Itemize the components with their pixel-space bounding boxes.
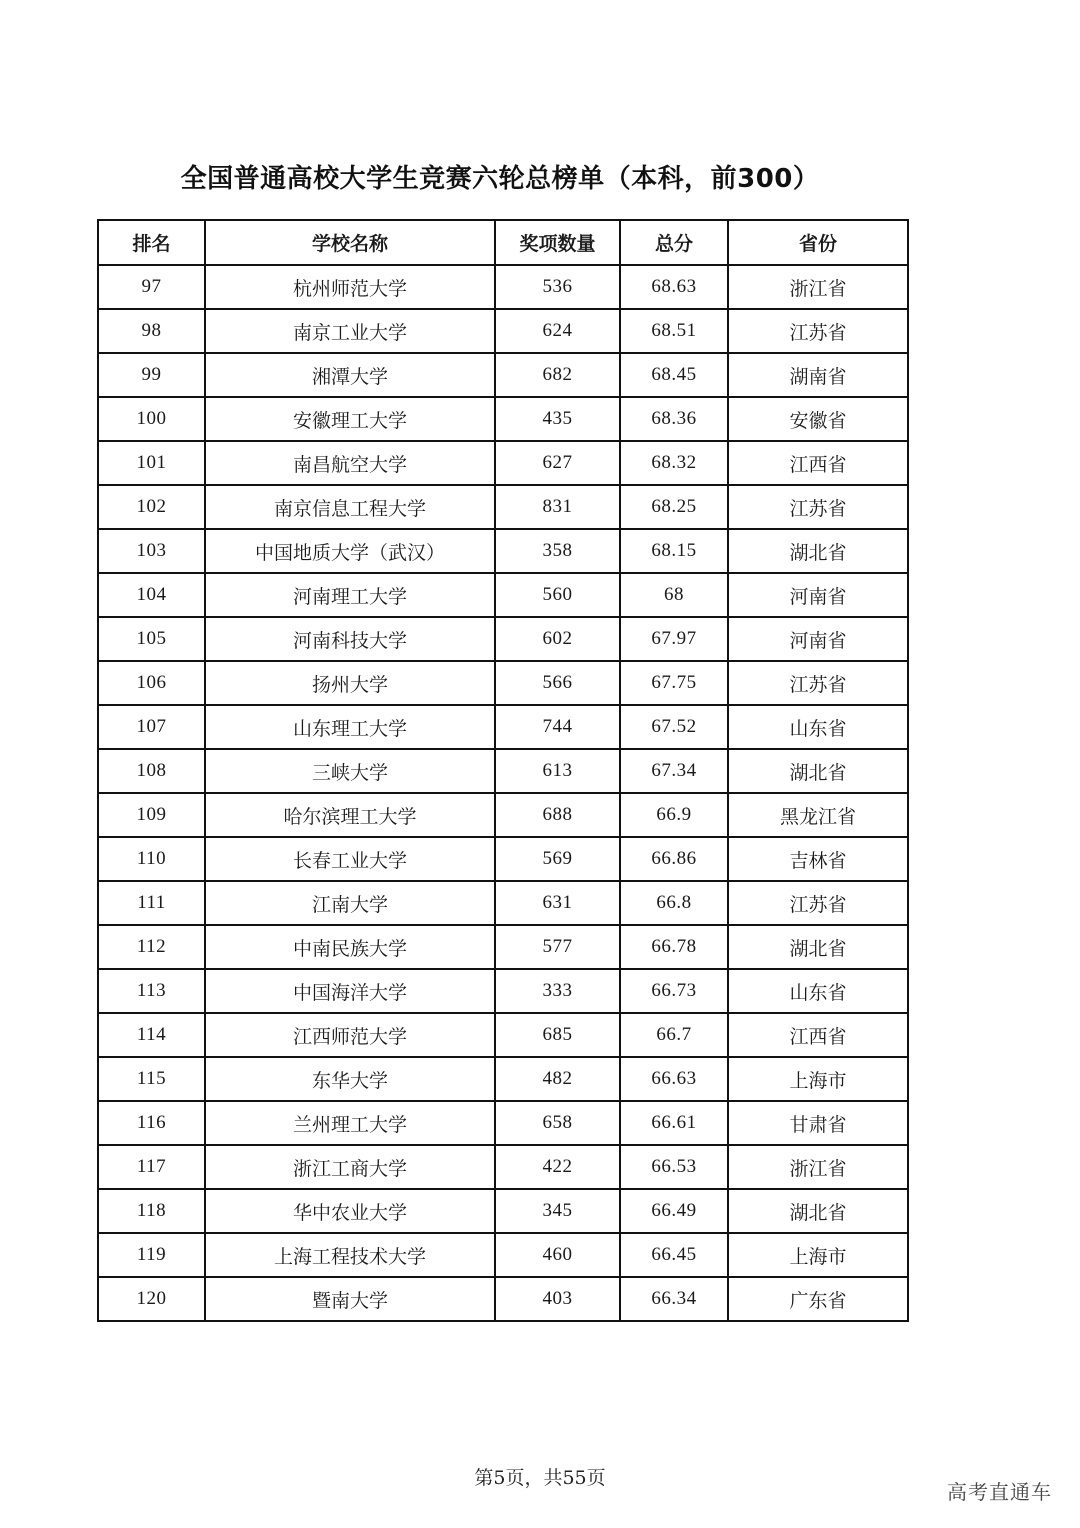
cell-school-name: 浙江工商大学 — [205, 1145, 495, 1189]
cell-award-count: 358 — [495, 529, 620, 573]
watermark: 高考直通车 — [947, 1480, 1052, 1504]
cell-school-name: 河南理工大学 — [205, 573, 495, 617]
cell-rank: 116 — [98, 1101, 205, 1145]
cell-province: 浙江省 — [728, 265, 908, 309]
cell-total-score: 68.15 — [620, 529, 728, 573]
table-row — [98, 1189, 908, 1233]
cell-total-score: 67.52 — [620, 705, 728, 749]
table-row — [98, 397, 908, 441]
cell-award-count: 345 — [495, 1189, 620, 1233]
table-row — [98, 1057, 908, 1101]
cell-rank: 114 — [98, 1013, 205, 1057]
table-row — [98, 1013, 908, 1057]
cell-rank: 104 — [98, 573, 205, 617]
table-row — [98, 441, 908, 485]
table-row — [98, 265, 908, 309]
cell-award-count: 658 — [495, 1101, 620, 1145]
cell-school-name: 兰州理工大学 — [205, 1101, 495, 1145]
cell-province: 河南省 — [728, 617, 908, 661]
cell-province: 湖北省 — [728, 749, 908, 793]
cell-province: 山东省 — [728, 705, 908, 749]
cell-school-name: 杭州师范大学 — [205, 265, 495, 309]
cell-total-score: 66.7 — [620, 1013, 728, 1057]
cell-total-score: 67.34 — [620, 749, 728, 793]
cell-rank: 108 — [98, 749, 205, 793]
cell-award-count: 613 — [495, 749, 620, 793]
cell-rank: 107 — [98, 705, 205, 749]
table-row — [98, 969, 908, 1013]
cell-province: 广东省 — [728, 1277, 908, 1321]
cell-award-count: 422 — [495, 1145, 620, 1189]
cell-total-score: 66.63 — [620, 1057, 728, 1101]
cell-rank: 120 — [98, 1277, 205, 1321]
cell-total-score: 67.97 — [620, 617, 728, 661]
cell-total-score: 68.51 — [620, 309, 728, 353]
cell-rank: 110 — [98, 837, 205, 881]
cell-total-score: 68.36 — [620, 397, 728, 441]
cell-province: 湖北省 — [728, 529, 908, 573]
cell-rank: 112 — [98, 925, 205, 969]
table-row — [98, 353, 908, 397]
cell-total-score: 66.61 — [620, 1101, 728, 1145]
cell-school-name: 山东理工大学 — [205, 705, 495, 749]
cell-school-name: 哈尔滨理工大学 — [205, 793, 495, 837]
cell-total-score: 66.8 — [620, 881, 728, 925]
cell-province: 上海市 — [728, 1233, 908, 1277]
table-header-row — [98, 220, 908, 265]
cell-school-name: 中国地质大学（武汉） — [205, 529, 495, 573]
header-school-name: 学校名称 — [205, 220, 495, 265]
cell-province: 江苏省 — [728, 881, 908, 925]
cell-rank: 118 — [98, 1189, 205, 1233]
cell-province: 吉林省 — [728, 837, 908, 881]
cell-award-count: 602 — [495, 617, 620, 661]
cell-school-name: 中国海洋大学 — [205, 969, 495, 1013]
cell-award-count: 536 — [495, 265, 620, 309]
cell-total-score: 66.86 — [620, 837, 728, 881]
cell-province: 安徽省 — [728, 397, 908, 441]
cell-school-name: 暨南大学 — [205, 1277, 495, 1321]
cell-total-score: 68.32 — [620, 441, 728, 485]
cell-rank: 105 — [98, 617, 205, 661]
table-row — [98, 837, 908, 881]
cell-rank: 117 — [98, 1145, 205, 1189]
cell-award-count: 482 — [495, 1057, 620, 1101]
cell-school-name: 上海工程技术大学 — [205, 1233, 495, 1277]
ranking-table — [97, 219, 909, 1322]
cell-school-name: 南昌航空大学 — [205, 441, 495, 485]
header-province: 省份 — [728, 220, 908, 265]
table-row — [98, 1277, 908, 1321]
table-row — [98, 705, 908, 749]
cell-school-name: 东华大学 — [205, 1057, 495, 1101]
cell-school-name: 三峡大学 — [205, 749, 495, 793]
cell-province: 江苏省 — [728, 485, 908, 529]
cell-award-count: 744 — [495, 705, 620, 749]
cell-school-name: 南京工业大学 — [205, 309, 495, 353]
table-row — [98, 881, 908, 925]
cell-province: 山东省 — [728, 969, 908, 1013]
cell-province: 上海市 — [728, 1057, 908, 1101]
header-rank: 排名 — [98, 220, 205, 265]
cell-rank: 101 — [98, 441, 205, 485]
cell-award-count: 685 — [495, 1013, 620, 1057]
cell-rank: 102 — [98, 485, 205, 529]
cell-award-count: 631 — [495, 881, 620, 925]
cell-total-score: 68.63 — [620, 265, 728, 309]
cell-total-score: 68.45 — [620, 353, 728, 397]
cell-rank: 111 — [98, 881, 205, 925]
cell-rank: 115 — [98, 1057, 205, 1101]
cell-total-score: 66.73 — [620, 969, 728, 1013]
cell-award-count: 624 — [495, 309, 620, 353]
cell-school-name: 华中农业大学 — [205, 1189, 495, 1233]
table-row — [98, 1233, 908, 1277]
cell-rank: 113 — [98, 969, 205, 1013]
cell-rank: 109 — [98, 793, 205, 837]
cell-award-count: 682 — [495, 353, 620, 397]
table-row — [98, 617, 908, 661]
cell-school-name: 中南民族大学 — [205, 925, 495, 969]
cell-province: 江西省 — [728, 441, 908, 485]
table-row — [98, 749, 908, 793]
table-row — [98, 925, 908, 969]
page-number: 第5页，共55页 — [474, 1467, 606, 1489]
document-title: 全国普通高校大学生竞赛六轮总榜单（本科，前300） — [180, 164, 820, 194]
cell-award-count: 831 — [495, 485, 620, 529]
cell-award-count: 460 — [495, 1233, 620, 1277]
cell-total-score: 66.9 — [620, 793, 728, 837]
cell-total-score: 66.34 — [620, 1277, 728, 1321]
cell-rank: 98 — [98, 309, 205, 353]
cell-rank: 99 — [98, 353, 205, 397]
cell-award-count: 569 — [495, 837, 620, 881]
cell-province: 湖北省 — [728, 925, 908, 969]
table-row — [98, 309, 908, 353]
table-row — [98, 529, 908, 573]
header-total-score: 总分 — [620, 220, 728, 265]
cell-total-score: 67.75 — [620, 661, 728, 705]
cell-award-count: 333 — [495, 969, 620, 1013]
cell-province: 江西省 — [728, 1013, 908, 1057]
cell-school-name: 安徽理工大学 — [205, 397, 495, 441]
cell-school-name: 长春工业大学 — [205, 837, 495, 881]
cell-total-score: 66.78 — [620, 925, 728, 969]
cell-rank: 100 — [98, 397, 205, 441]
table-row — [98, 573, 908, 617]
cell-total-score: 66.45 — [620, 1233, 728, 1277]
cell-award-count: 435 — [495, 397, 620, 441]
cell-rank: 103 — [98, 529, 205, 573]
cell-award-count: 577 — [495, 925, 620, 969]
cell-school-name: 江南大学 — [205, 881, 495, 925]
cell-school-name: 江西师范大学 — [205, 1013, 495, 1057]
table-row — [98, 661, 908, 705]
cell-rank: 97 — [98, 265, 205, 309]
cell-school-name: 河南科技大学 — [205, 617, 495, 661]
cell-award-count: 403 — [495, 1277, 620, 1321]
cell-province: 甘肃省 — [728, 1101, 908, 1145]
cell-award-count: 688 — [495, 793, 620, 837]
cell-province: 江苏省 — [728, 661, 908, 705]
cell-province: 湖北省 — [728, 1189, 908, 1233]
cell-province: 浙江省 — [728, 1145, 908, 1189]
cell-province: 河南省 — [728, 573, 908, 617]
table-row — [98, 1145, 908, 1189]
cell-award-count: 560 — [495, 573, 620, 617]
cell-rank: 119 — [98, 1233, 205, 1277]
cell-school-name: 南京信息工程大学 — [205, 485, 495, 529]
cell-total-score: 68.25 — [620, 485, 728, 529]
cell-total-score: 66.49 — [620, 1189, 728, 1233]
cell-total-score: 66.53 — [620, 1145, 728, 1189]
cell-award-count: 566 — [495, 661, 620, 705]
table-row — [98, 1101, 908, 1145]
header-award-count: 奖项数量 — [495, 220, 620, 265]
table-row — [98, 793, 908, 837]
cell-total-score: 68 — [620, 573, 728, 617]
cell-award-count: 627 — [495, 441, 620, 485]
cell-school-name: 湘潭大学 — [205, 353, 495, 397]
cell-province: 黑龙江省 — [728, 793, 908, 837]
cell-school-name: 扬州大学 — [205, 661, 495, 705]
table-row — [98, 485, 908, 529]
cell-rank: 106 — [98, 661, 205, 705]
cell-province: 江苏省 — [728, 309, 908, 353]
cell-province: 湖南省 — [728, 353, 908, 397]
